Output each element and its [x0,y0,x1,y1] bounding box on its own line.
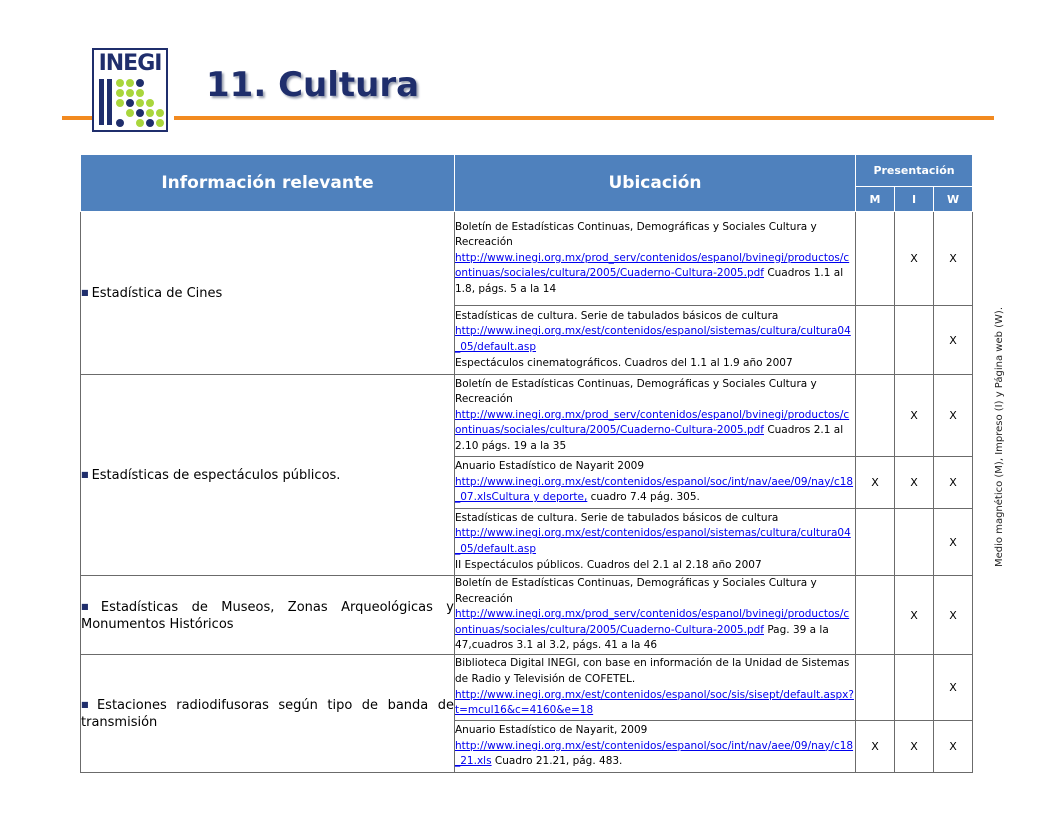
source-detail: Cuadro 21.21, pág. 483. [491,755,623,768]
info-cell [81,655,455,773]
presentation-m-cell [856,306,895,375]
info-label: Estaciones radiodifusoras según tipo de banda de transmisión [81,698,455,730]
inegi-logo [92,48,168,132]
header-ubicacion: Ubicación [455,155,856,212]
ubicacion-cell [455,457,856,509]
table-row [81,375,973,457]
source-text: Boletín de Estadísticas Continuas, Demográficas y Sociales Cultura y Recreación [455,377,817,406]
logo-text: INEGI [98,51,162,76]
presentation-i-cell [895,509,934,576]
info-table [80,154,973,773]
presentation-w-cell: X [934,306,973,375]
info-label: Estadísticas de espectáculos públicos. [91,468,341,483]
bullet-icon: ■ [81,700,94,709]
source-link[interactable]: http://www.inegi.org.mx/est/contenidos/espanol/sistemas/cultura/cultura04_05/default.asp [455,325,851,353]
source-link[interactable]: http://www.inegi.org.mx/est/contenidos/espanol/soc/int/nav/aee/09/nay/c18_21.xls [455,739,854,768]
source-link[interactable]: http://www.inegi.org.mx/est/contenidos/espanol/soc/sis/sisept/default.aspx?t=mcul16&c=4160&e=18 [455,688,854,717]
table-row [81,576,973,655]
presentation-w-cell: X [934,576,973,655]
source-detail: Espectáculos cinematográficos. Cuadros del 1.1 al 1.9 año 2007 [455,356,793,369]
header-rule-left [62,116,92,120]
ubicacion-cell [455,306,856,375]
ubicacion-cell [455,721,856,773]
presentation-i-cell: X [895,457,934,509]
ubicacion-cell [455,375,856,457]
presentation-i-cell [895,306,934,375]
source-text: Estadísticas de cultura. Serie de tabulados básicos de cultura [455,309,779,322]
bullet-icon: ■ [81,288,89,297]
header-presentacion: Presentación [856,155,973,187]
presentation-m-cell [856,509,895,576]
source-text: Anuario Estadístico de Nayarit, 2009 [455,724,648,737]
source-link[interactable]: http://www.inegi.org.mx/prod_serv/contenidos/espanol/bvinegi/productos/continuas/sociales/cultura/2005/Cuaderno-Cultura-2005.pdf [455,608,850,636]
source-text: Biblioteca Digital INEGI, con base en información de la Unidad de Sistemas de Radio y Televisión de COFETEL. [455,657,850,685]
ubicacion-cell [455,576,856,655]
presentation-i-cell [895,655,934,721]
presentation-w-cell: X [934,721,973,773]
side-note: Medio magnético (M), Impreso (I) y Página web (W). [994,306,1005,567]
header-rule-right [174,116,994,120]
presentation-m-cell [856,655,895,721]
presentation-m-cell: X [856,721,895,773]
presentation-w-cell: X [934,375,973,457]
presentation-i-cell: X [895,375,934,457]
logo-dots-graphic [96,77,166,129]
source-text: Boletín de Estadísticas Continuas, Demográficas y Sociales Cultura y Recreación [455,577,817,605]
table-row [81,655,973,721]
info-cell [81,576,455,655]
info-cell [81,212,455,375]
info-label: Estadística de Cines [91,286,223,301]
info-cell [81,375,455,576]
bullet-icon: ■ [81,470,89,479]
source-detail: Pag. 39 a la 47,cuadros 3.1 al 3.2, págs. 41 a la 46 [455,623,829,652]
source-link[interactable]: http://www.inegi.org.mx/est/contenidos/espanol/soc/int/nav/aee/09/nay/c18_07.xlsCultura y deporte, [455,475,854,504]
presentation-m-cell [856,576,895,655]
source-link[interactable]: http://www.inegi.org.mx/est/contenidos/espanol/sistemas/cultura/cultura04_05/default.asp [455,527,851,555]
presentation-i-cell: X [895,212,934,306]
source-detail: cuadro 7.4 pág. 305. [587,491,700,504]
presentation-i-cell: X [895,576,934,655]
header-m: M [856,187,895,212]
presentation-m-cell [856,375,895,457]
presentation-i-cell: X [895,721,934,773]
source-link[interactable]: http://www.inegi.org.mx/prod_serv/contenidos/espanol/bvinegi/productos/continuas/sociales/cultura/2005/Cuaderno-Cultura-2005.pdf [455,408,850,437]
ubicacion-cell [455,509,856,576]
header-w: W [934,187,973,212]
source-detail: Cuadros 1.1 al 1.8, págs. 5 a la 14 [455,267,844,295]
header-i: I [895,187,934,212]
source-text: Estadísticas de cultura. Serie de tabulados básicos de cultura [455,511,779,524]
table-row [81,212,973,306]
presentation-w-cell: X [934,212,973,306]
source-link[interactable]: http://www.inegi.org.mx/prod_serv/contenidos/espanol/bvinegi/productos/continuas/sociales/cultura/2005/Cuaderno-Cultura-2005.pdf [455,251,850,280]
header-informacion: Información relevante [81,155,455,212]
bullet-icon: ■ [81,601,98,611]
source-text: Boletín de Estadísticas Continuas, Demográficas y Sociales Cultura y Recreación [455,220,817,249]
ubicacion-cell [455,655,856,721]
ubicacion-cell [455,212,856,306]
presentation-m-cell [856,212,895,306]
source-detail: Cuadros 2.1 al 2.10 págs. 19 a la 35 [455,424,844,452]
source-detail: II Espectáculos públicos. Cuadros del 2.1 al 2.18 año 2007 [455,558,762,571]
presentation-w-cell: X [934,457,973,509]
presentation-w-cell: X [934,655,973,721]
presentation-m-cell: X [856,457,895,509]
source-text: Anuario Estadístico de Nayarit 2009 [455,460,645,473]
presentation-w-cell: X [934,509,973,576]
info-label: Estadísticas de Museos, Zonas Arqueológicas y Monumentos Históricos [81,599,454,632]
page-title: 11. Cultura [206,65,420,105]
